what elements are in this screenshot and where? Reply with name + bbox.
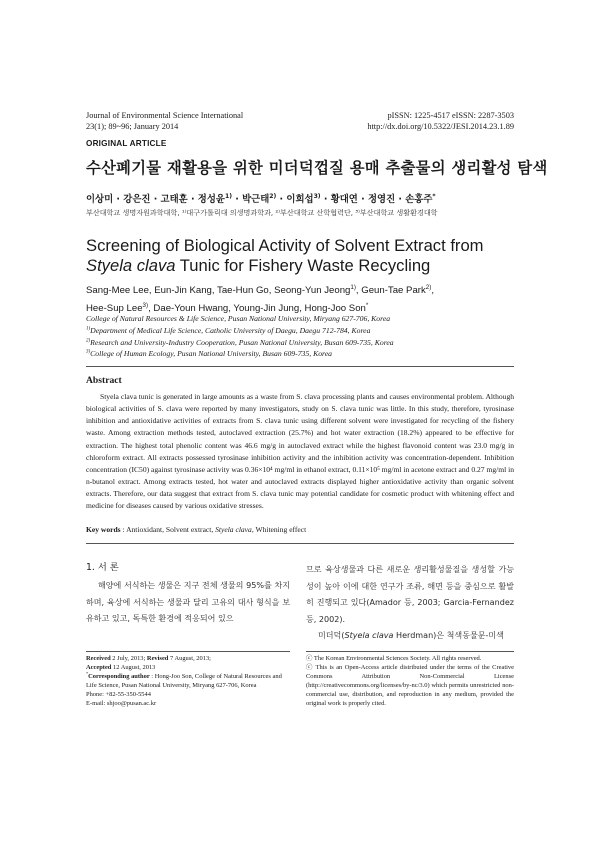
article-type: ORIGINAL ARTICLE [86,139,167,148]
english-title-line1: Screening of Biological Activity of Solvent Extract from [86,236,484,255]
korean-title: 수산폐기물 재활용을 위한 미더덕껍질 용매 추출물의 생리활성 탐색 [86,159,548,177]
korean-author: 강은진 [123,194,151,205]
body-paragraph: 미더덕(Styela clava Herdman)은 척색동물문-미색 [318,631,504,641]
journal-name: Journal of Environmental Science International [86,111,244,120]
author-separator: · [276,194,287,205]
english-title [86,236,526,275]
received-line: Received 2 July, 2013; Revised 7 August, 2013; [86,655,211,662]
abstract-heading: Abstract [86,375,122,386]
species-name: Styela clava [86,255,176,275]
english-authors-line2: Hee-Sup Lee$^{3)}$, Dae-Youn Hwang, Young-Jin Jung, Hong-Joo Son* [86,301,369,314]
accepted-line: Accepted 12 August, 2013 [86,664,156,672]
journal-header-right [367,110,514,132]
copyright-notice: ⓒ The Korean Environmental Sciences Society. All rights reserved. [306,655,482,662]
author-separator: · [320,194,331,205]
body-paragraph: 므로 육상생물과 다른 새로운 생리활성물질을 생성할 가능성이 높아 이에 대한 연구가 조류, 해면 등을 중심으로 활발히 진행되고 있다(Amador 등, 2003; Garcia-Fernandez 등, 2002). [306,565,514,624]
section-heading: 1. 서 론 [86,562,119,573]
korean-affiliation: 부산대학교 생명자원과학대학, ¹⁾대구가톨릭대 의생명과학과, ²⁾부산대학교 산학협력단, ³⁾부산대학교 생활환경대학 [86,208,438,217]
footnote-divider [306,651,514,652]
author-separator: · [357,194,368,205]
footnote-left [86,654,290,709]
english-authors-line1: Sang-Mee Lee, Eun-Jin Kang, Tae-Hun Go, Seong-Yun Jeong$^{1)}$, Geun-Tae Park$^{2)}$, [86,283,434,296]
affiliation-line: $^{3)}$College of Human Ecology, Pusan National University, Busan 609-735, Korea [86,349,333,359]
korean-author: 이상미 [86,194,114,205]
korean-author: 정영진 [367,194,396,205]
english-title-line2: Styela clava Tunic for Fishery Waste Recycling [86,255,431,275]
korean-author: 황대연 [330,194,358,205]
abstract-text: Styela clava tunic is generated in large amounts as a waste from S. clava processing plants and causes environmental problem. Although biological activities of S. clava were reported by many investigators, study on S. clava tunic was little. In this study, therefore, tyrosinase inhibition and antioxidative activities of extracts from S. clava tunic using different solvent were investigated for recycling of the fishery waste. Among extraction methods tested, autoclaved extraction (25.7%) and hot water extraction (18.2%) appeared to be effective for extraction. The highest total phenolic content was 46.6 mg/g in autoclaved extract while the highest flavonoid content was 23.0 mg/g in chloroform extract. All extracts possessed tyrosinase inhibition activity and the inhibition activity was concentration-dependent. Inhibition concentration (IC50) against tyrosinase activity was 0.36×10⁴ mg/ml in ethanol extract, 0.11×10⁵ mg/ml in acetone extract and 0.27 mg/ml in n-butanol extract. Among extracts tested, hot water and autoclaved extracts displayed higher antioxidative activity than organic solvent extracts. Therefore, our data suggest that extract from S. clava tunic may potential candidate for cosmetic product with whitening effect and medicine for diseases caused by various oxidative stresses. [86,392,514,511]
license-notice: ⓒ This is an Open-Access article distributed under the terms of the Creative Commons Attribution Non-Commercial License (http://creativecommons.org/licenses/by-nc/3.0) which permits unrestricted non-commercial use, distribution, and reproduction in any medium, provided the original work is properly cited. [306,664,514,708]
keywords: Key words : Antioxidant, Solvent extract, Styela clava, Whitening effect [86,525,307,534]
korean-authors [86,191,526,205]
korean-author: 고태훈 [160,194,188,205]
body-column-left [86,578,290,628]
author-separator: · [113,194,124,205]
author-affiliation-mark: 1) [224,192,232,200]
affiliation-line: $^{2)}$Research and University-Industry Cooperation, Pusan National University, Busan 609-735, Korea [86,337,394,347]
keywords-label: Key words [86,525,121,534]
corresponding-author: *Corresponding author : Hong-Joo Son, College of Natural Resources and Life Science, Pusan National University, Miryang 627-706, Korea [86,671,282,690]
author-affiliation-mark: 3) [313,192,321,200]
abstract-body [86,391,514,513]
issn: pISSN: 1225-4517 eISSN: 2287-3503 [387,111,514,120]
footnote-divider [86,651,290,652]
journal-header-left [86,110,243,132]
affiliation-line: $^{1)}$Department of Medical Life Science, Catholic University of Daegu, Daegu 712-784, Korea [86,325,371,335]
divider [86,543,514,544]
email-link[interactable]: E-mail: shjoo@pusan.ac.kr [86,700,157,708]
author-separator: · [395,194,406,205]
english-authors [86,282,526,317]
volume-info: 23(1); 89~96; January 2014 [86,122,179,131]
author-separator: · [187,194,198,205]
korean-author: 정성윤 [197,194,225,205]
body-column-right [306,562,514,645]
divider [86,366,514,367]
doi-link[interactable]: http://dx.doi.org/10.5322/JESI.2014.23.1.89 [367,122,514,131]
author-separator: · [232,194,243,205]
footnote-right [306,654,514,709]
phone: Phone: +82-55-350-5544 [86,691,151,699]
affiliation-line: College of Natural Resources & Life Science, Pusan National University, Miryang 627-706, Korea [86,314,391,323]
korean-author: 손홍주 [405,194,433,205]
korean-author: 이희섭 [286,194,314,205]
author-affiliation-mark: * [432,192,436,200]
english-affiliations [86,313,526,360]
body-paragraph: 해양에 서식하는 생물은 지구 전체 생물의 95%를 차지하며, 육상에 서식하는 생물과 달리 고유의 대사 형식을 보유하고 있고, 독특한 환경에 적응되어 있으 [86,581,290,624]
korean-author: 박근태 [242,194,270,205]
author-affiliation-mark: 2) [269,192,277,200]
author-separator: · [150,194,161,205]
